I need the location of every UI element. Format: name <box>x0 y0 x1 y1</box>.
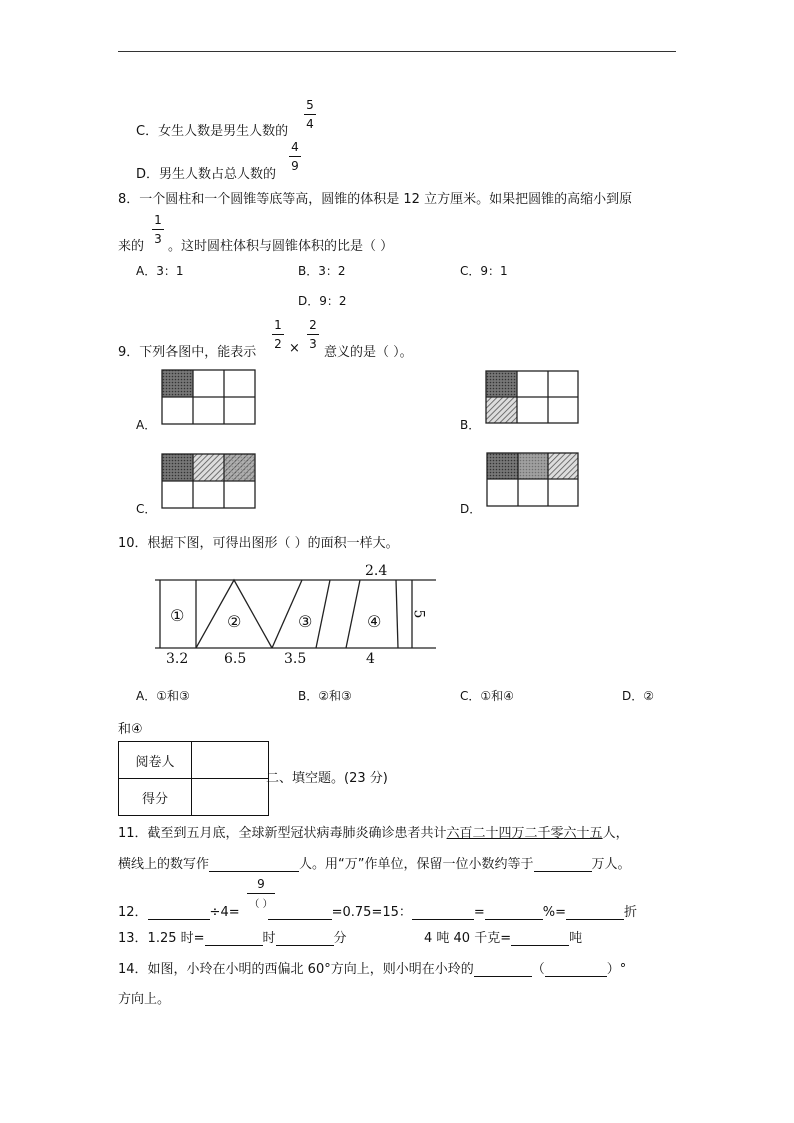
q12-eq2: = <box>473 905 485 920</box>
q10-option-d[interactable]: D．② <box>622 689 654 703</box>
q12-eq4: 折 <box>624 905 638 920</box>
q13-line <box>118 927 347 946</box>
q8-stem-line2-pre: 来的 <box>118 239 145 254</box>
q13-b: 时 <box>262 931 276 946</box>
q11-blank-2[interactable] <box>534 857 592 872</box>
q10-figure <box>155 580 436 648</box>
fraction-denominator: 9 <box>291 159 299 173</box>
fraction-numerator: 5 <box>306 98 314 112</box>
q12-blank-1[interactable] <box>148 905 210 920</box>
q12-blank-2[interactable] <box>268 905 332 920</box>
q12-line <box>118 901 637 920</box>
q14-blank-2[interactable] <box>545 962 607 977</box>
q9-label-b: B． <box>460 418 481 432</box>
score-table <box>118 741 269 816</box>
q8-option-d[interactable]: D．9：2 <box>298 294 347 308</box>
grid-option-c[interactable] <box>162 454 255 508</box>
q13-e: 吨 <box>569 931 583 946</box>
q11-line2-b: 人。用“万”作单位，保留一位小数约等于 <box>299 857 534 872</box>
q12-eq3: %= <box>542 905 567 920</box>
q10-shape-3-label: ③ <box>298 612 313 631</box>
q13-line-b <box>424 927 582 946</box>
q13-c: 分 <box>333 931 347 946</box>
q14-line2: 方向上。 <box>118 992 171 1007</box>
q10-top-label: 2.4 <box>365 563 388 579</box>
q12-blank-5[interactable] <box>566 905 624 920</box>
q14-blank-1[interactable] <box>474 962 532 977</box>
q13-a: 13．1.25 时= <box>118 931 205 946</box>
grid-option-d[interactable] <box>487 453 578 506</box>
q13-blank-3[interactable] <box>511 931 569 946</box>
score-table-score-label: 得分 <box>119 779 192 816</box>
fraction-denominator: 2 <box>274 337 282 351</box>
q10-bottom-label-3: 3.5 <box>284 651 307 667</box>
section-title: 二、填空题。(23 分) <box>266 771 388 786</box>
q11-post: 人， <box>602 826 629 841</box>
fraction-numerator: 4 <box>291 140 299 154</box>
q10-side-label: 5 <box>410 609 427 619</box>
q7-option-d: D．男生人数占总人数的 <box>136 167 277 182</box>
fraction-numerator: 2 <box>309 318 317 332</box>
q10-stem: 10．根据下图，可得出图形（ ）的面积一样大。 <box>118 536 399 551</box>
q12-divide: ÷4= <box>209 905 240 920</box>
q12-blank-3[interactable] <box>412 905 474 920</box>
q10-option-b[interactable]: B．②和③ <box>298 689 352 703</box>
fraction-denominator: 4 <box>306 117 314 131</box>
q12-number: 12． <box>118 905 148 920</box>
q10-shape-4-label: ④ <box>367 612 382 631</box>
q9-stem-pre: 9．下列各图中，能表示 <box>118 345 257 360</box>
score-table-score-cell[interactable] <box>192 779 269 816</box>
fraction-denominator[interactable]: （ ） <box>249 899 273 910</box>
fraction-denominator: 3 <box>154 232 162 246</box>
fraction-numerator: 1 <box>274 318 282 332</box>
q13-d: 4 吨 40 千克= <box>424 931 512 946</box>
q11-underlined-number: 六百二十四万二千零六十五 <box>446 826 603 841</box>
q11-pre: 11．截至到五月底，全球新型冠状病毒肺炎确诊患者共计 <box>118 826 447 841</box>
q10-option-d-wrap: 和④ <box>118 722 143 737</box>
q10-bottom-label-2: 6.5 <box>224 651 247 667</box>
q8-option-c[interactable]: C．9：1 <box>460 264 508 278</box>
q9-label-a: A． <box>136 418 157 432</box>
score-table-reviewer-cell[interactable] <box>192 742 269 779</box>
q12-blank-4[interactable] <box>485 905 543 920</box>
q13-blank-2[interactable] <box>276 931 334 946</box>
q14-paren-open: （ <box>531 962 545 977</box>
q10-shape-2-label: ② <box>227 612 242 631</box>
q8-stem-line1: 8．一个圆柱和一个圆锥等底等高，圆锥的体积是 12 立方厘米。如果把圆锥的高缩小到原 <box>118 192 633 207</box>
q9-stem-post: 意义的是（ ）。 <box>324 345 413 360</box>
q10-shape-1-label: ① <box>170 606 185 625</box>
q9-label-c: C． <box>136 502 157 516</box>
q11-line1 <box>118 822 629 841</box>
grid-option-b[interactable] <box>486 371 578 423</box>
q8-stem-line2-post: 。这时圆柱体积与圆锥体积的比是（ ） <box>168 239 394 254</box>
q10-bottom-label-4: 4 <box>366 651 375 667</box>
q10-option-a[interactable]: A．①和③ <box>136 689 190 703</box>
q10-option-c[interactable]: C．①和④ <box>460 689 514 703</box>
q13-blank-1[interactable] <box>205 931 263 946</box>
q7-option-c: C．女生人数是男生人数的 <box>136 124 289 139</box>
times-sign: × <box>289 341 300 356</box>
q12-eq1: =0.75=15： <box>331 905 412 920</box>
q9-label-d: D． <box>460 502 482 516</box>
fraction-numerator: 1 <box>154 213 162 227</box>
grid-option-a[interactable] <box>162 370 255 424</box>
q11-blank-1[interactable] <box>209 857 299 872</box>
q11-line2 <box>118 853 631 872</box>
q14-line1-a: 14．如图，小玲在小明的西偏北 60°方向上，则小明在小玲的 <box>118 962 474 977</box>
q14-line1 <box>118 958 626 977</box>
q11-line2-a: 横线上的数写作 <box>118 857 210 872</box>
score-table-reviewer-label: 阅卷人 <box>119 742 192 779</box>
q10-bottom-label-1: 3.2 <box>166 651 189 667</box>
q8-option-b[interactable]: B．3：2 <box>298 264 346 278</box>
fraction-denominator: 3 <box>309 337 317 351</box>
q14-paren-close: ）° <box>606 962 627 977</box>
q11-line2-c: 万人。 <box>591 857 631 872</box>
q12-fraction <box>247 877 275 912</box>
q8-option-a[interactable]: A．3：1 <box>136 264 184 278</box>
fraction-numerator: 9 <box>257 877 265 891</box>
